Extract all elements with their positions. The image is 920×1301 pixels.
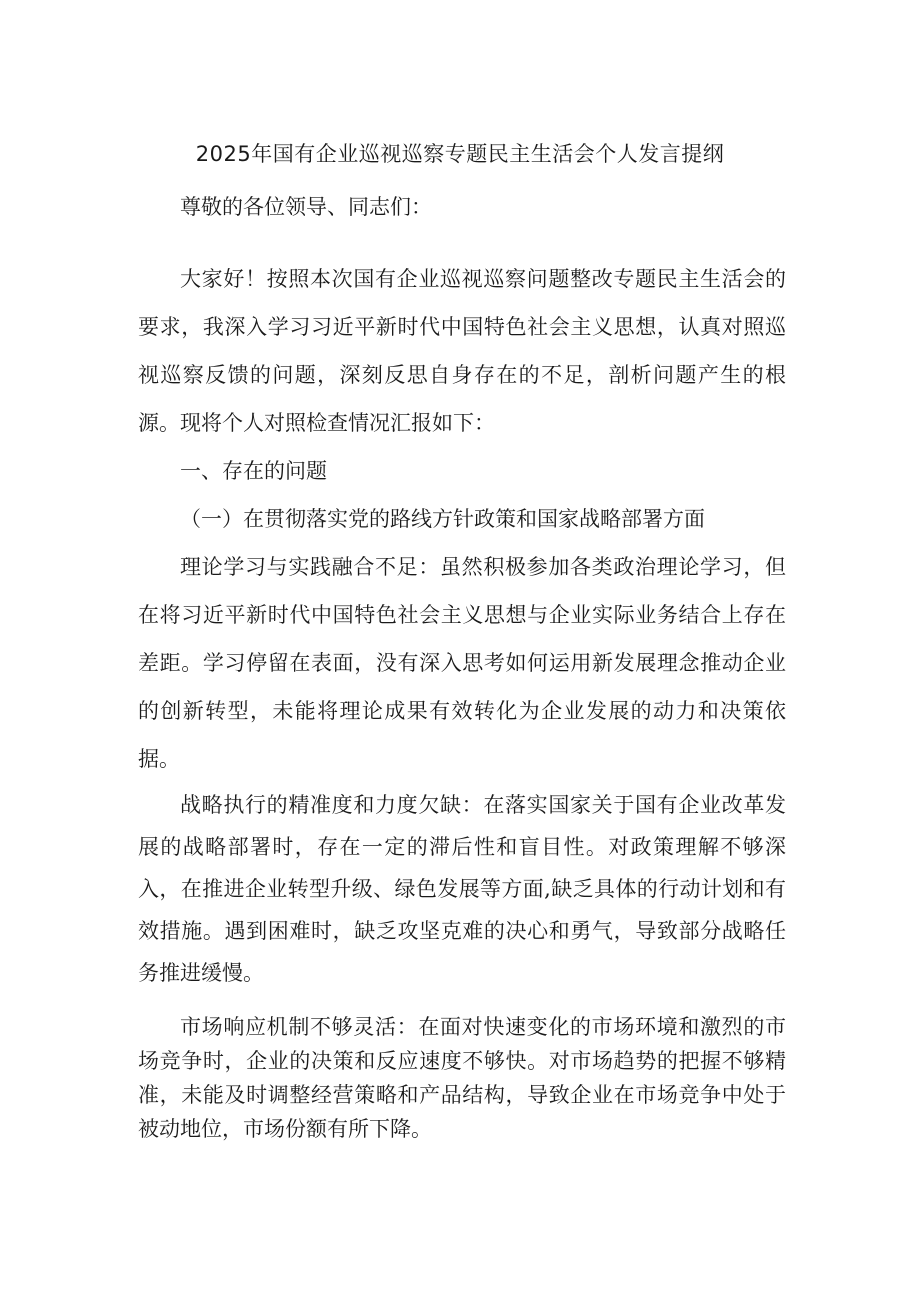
subsection-heading-1: （一）在贯彻落实党的路线方针政策和国家战略部署方面 (180, 507, 705, 531)
section-heading-1: 一、存在的问题 (180, 459, 327, 483)
body-paragraph-1: 理论学习与实践融合不足：虽然积极参加各类政治理论学习，但在将习近平新时代中国特色社会主义思想与企业实际业务结合上存在差距。学习停留在表面，没有深入思考如何运用新发展理念推动企业的创新转型，未能将理论成果有效转化为企业发展的动力和决策依据。 (138, 555, 786, 771)
document-title: 2025年国有企业巡视巡察专题民主生活会个人发言提纲 (195, 142, 725, 166)
body-paragraph-2: 战略执行的精准度和力度欠缺：在落实国家关于国有企业改革发展的战略部署时，存在一定的滞后性和盲目性。对政策理解不够深入，在推进企业转型升级、绿色发展等方面,缺乏具体的行动计划和有效措施。遇到困难时，缺乏攻坚克难的决心和勇气，导致部分战略任务推进缓慢。 (138, 793, 786, 985)
intro-paragraph: 大家好！按照本次国有企业巡视巡察问题整改专题民主生活会的要求，我深入学习习近平新时代中国特色社会主义思想，认真对照巡视巡察反馈的问题，深刻反思自身存在的不足，剖析问题产生的根源。现将个人对照检查情况汇报如下： (138, 267, 786, 435)
body-paragraph-3: 市场响应机制不够灵活：在面对快速变化的市场环境和激烈的市场竞争时，企业的决策和反应速度不够快。对市场趋势的把握不够精准，未能及时调整经营策略和产品结构，导致企业在市场竞争中处于被动地位，市场份额有所下降。 (138, 1015, 786, 1141)
greeting: 尊敬的各位领导、同志们： (180, 195, 432, 219)
